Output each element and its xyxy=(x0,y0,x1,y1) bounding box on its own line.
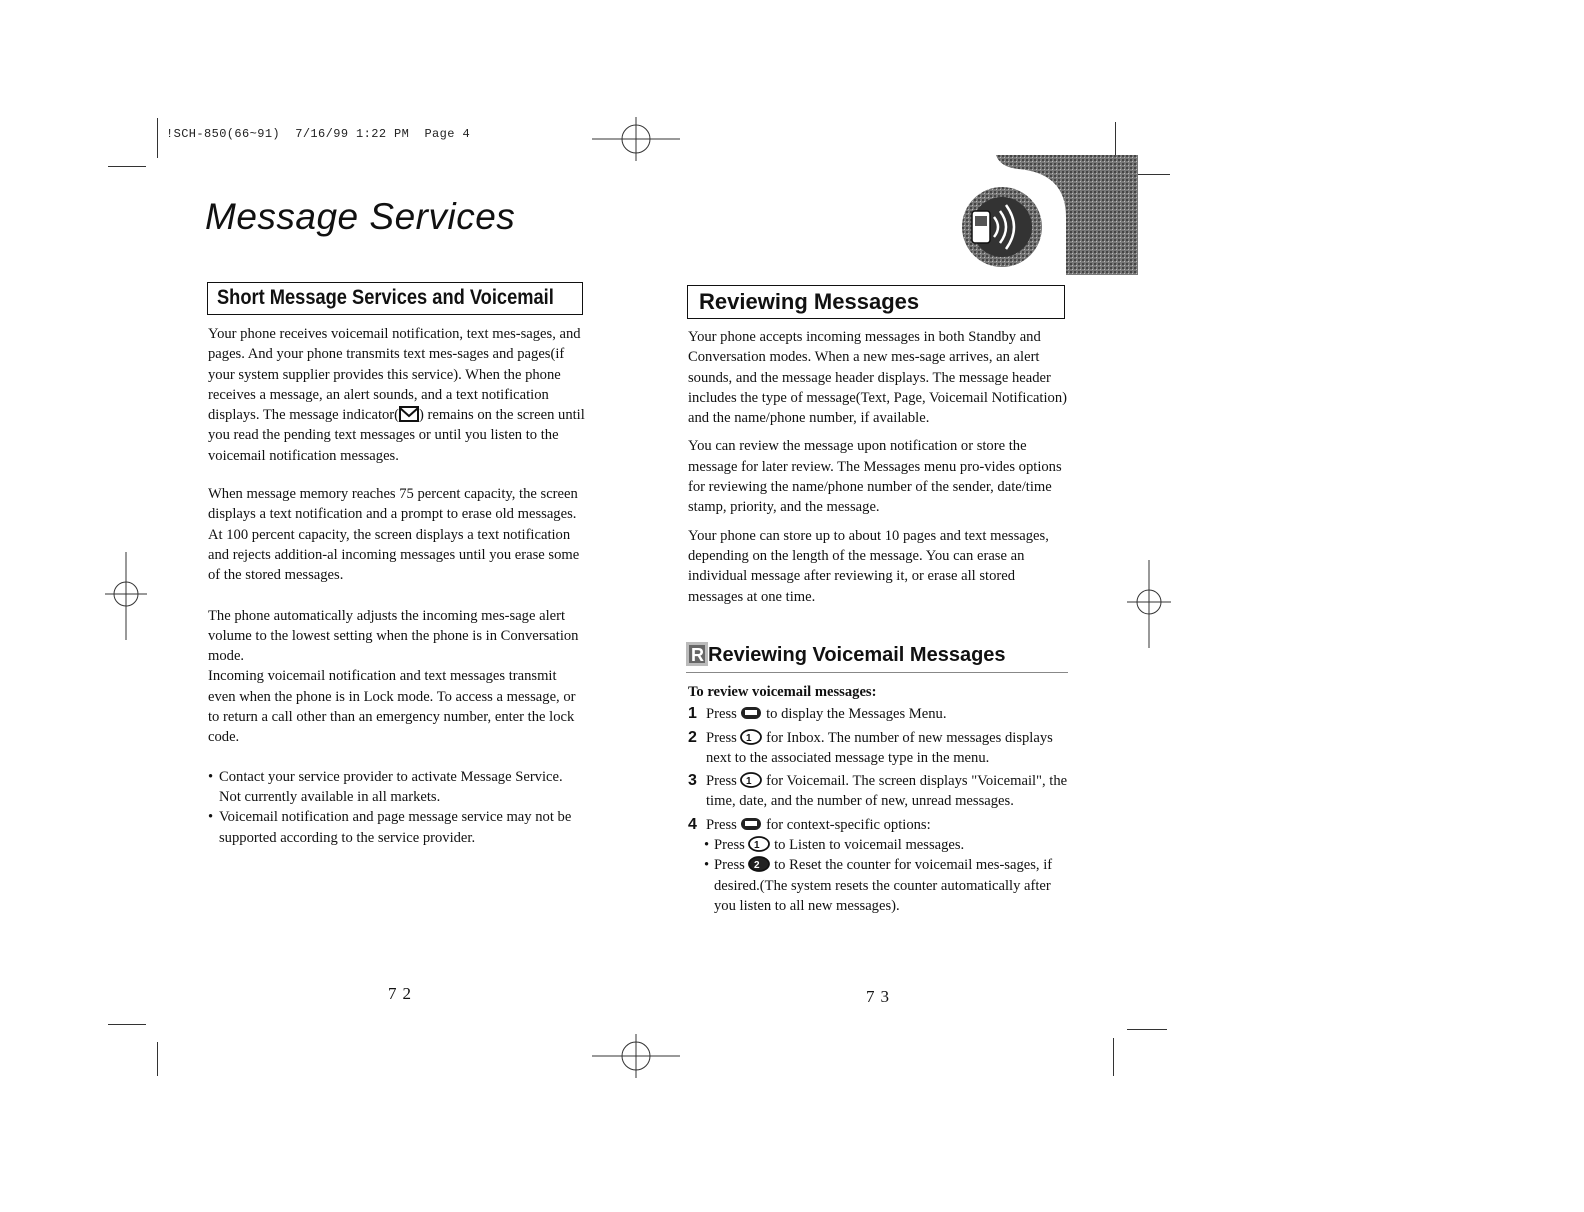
key-1-icon xyxy=(748,836,770,852)
right-column-intro xyxy=(688,327,1068,607)
registration-mark-icon xyxy=(592,1034,680,1080)
bullet-list xyxy=(208,767,586,848)
page-title: Message Services xyxy=(205,196,516,237)
list-item: • Press 1 to Listen to voicemail messages. xyxy=(704,837,965,854)
crop-mark xyxy=(1113,1038,1114,1076)
paragraph: Your phone receives voicemail notification, text mes-sages, and pages. And your phone transmits text mes-sages and pages(if your system supplier provides this service). When the phone receives a message, an alert sounds, and a text notification displays. The message indicator( ) remains on the screen until you read the pending text messages or until you listen to the voicemail notification messages. xyxy=(208,326,585,464)
page-number: 73 xyxy=(866,987,895,1006)
left-column xyxy=(208,324,586,848)
svg-text:2: 2 xyxy=(754,860,761,872)
menu-key-icon xyxy=(740,817,762,832)
registration-mark-icon xyxy=(592,117,680,163)
key-2-icon xyxy=(748,856,770,872)
section-heading: Reviewing Messages xyxy=(699,289,920,314)
svg-text:1: 1 xyxy=(746,732,753,744)
voicemail-icon xyxy=(686,642,708,666)
crop-mark xyxy=(108,1024,146,1025)
paragraph: Your phone accepts incoming messages in both Standby and Conversation modes. When a new mes-sage arrives, an alert sounds, and the message header displays. The message header includes the type of message(Text, Page, Voicemail Notification) and the name/phone number, if available. xyxy=(688,329,1067,427)
paragraph: The phone automatically adjusts the incoming mes-sage alert volume to the lowest setting when the phone is in Conversation mode. xyxy=(208,607,579,665)
envelope-icon xyxy=(399,406,419,422)
crop-mark xyxy=(157,1042,158,1076)
svg-text:R: R xyxy=(691,645,704,665)
key-1-icon xyxy=(740,729,762,745)
voicemail-instructions xyxy=(688,682,1068,916)
svg-text:1: 1 xyxy=(746,776,753,788)
step-item: 2 Press 1 for Inbox. The number of new messages displays next to the associated message type in the menu. xyxy=(688,728,1053,766)
page-number: 72 xyxy=(388,984,417,1003)
paragraph: You can review the message upon notification or store the message for later review. The Messages menu pro-vides options for reviewing the name/phone number of the sender, date/time stamp, priority, and the message. xyxy=(688,438,1062,516)
crop-mark xyxy=(1127,1029,1167,1030)
paragraph: Your phone can store up to about 10 pages and text messages, depending on the length of the message. You can erase an individual message after reviewing it, or erase all stored messages at one time. xyxy=(688,527,1049,605)
list-item: • Voicemail notification and page message service may not be supported according to the service provider. xyxy=(208,809,572,846)
crop-mark xyxy=(157,118,158,158)
registration-mark-icon xyxy=(105,552,147,640)
step-item: 4 Press for context-specific options: xyxy=(688,815,931,833)
list-item: • Contact your service provider to activate Message Service. Not currently available in all markets. xyxy=(208,768,563,805)
print-slug: !SCH-850(66~91) 7/16/99 1:22 PM Page 4 xyxy=(166,127,471,141)
list-item: • Press 2 to Reset the counter for voicemail mes-sages, if desired.(The system resets the counter automatically after you listen to all new messages). xyxy=(704,857,1053,914)
subsection-heading: R Reviewing Voicemail Messages xyxy=(686,642,1068,673)
section-heading-box xyxy=(207,282,583,315)
messages-key-icon xyxy=(740,706,762,721)
key-1-icon xyxy=(740,772,762,788)
registration-mark-icon xyxy=(1127,560,1171,648)
crop-mark xyxy=(108,166,146,167)
step-item: 3 Press 1 for Voicemail. The screen displays "Voicemail", the time, date, and the number of new, unread messages. xyxy=(688,772,1068,810)
instructions-label: To review voicemail messages: xyxy=(688,684,877,700)
paragraph: When message memory reaches 75 percent capacity, the screen displays a text notification and a prompt to erase old messages. At 100 percent capacity, the screen displays a text notification and rejects addition-al incoming messages until you erase some of the stored messages. xyxy=(208,486,580,584)
step-item: 1 Press to display the Messages Menu. xyxy=(688,705,947,723)
paragraph: Incoming voicemail notification and text messages transmit even when the phone is in Lock mode. To access a message, or to return a call other than an emergency number, enter the lock code. xyxy=(208,668,576,746)
section-heading: Short Message Services and Voicemail xyxy=(217,286,554,309)
section-heading-box xyxy=(687,285,1065,319)
message-services-icon xyxy=(958,155,1140,277)
svg-text:1: 1 xyxy=(754,840,761,852)
